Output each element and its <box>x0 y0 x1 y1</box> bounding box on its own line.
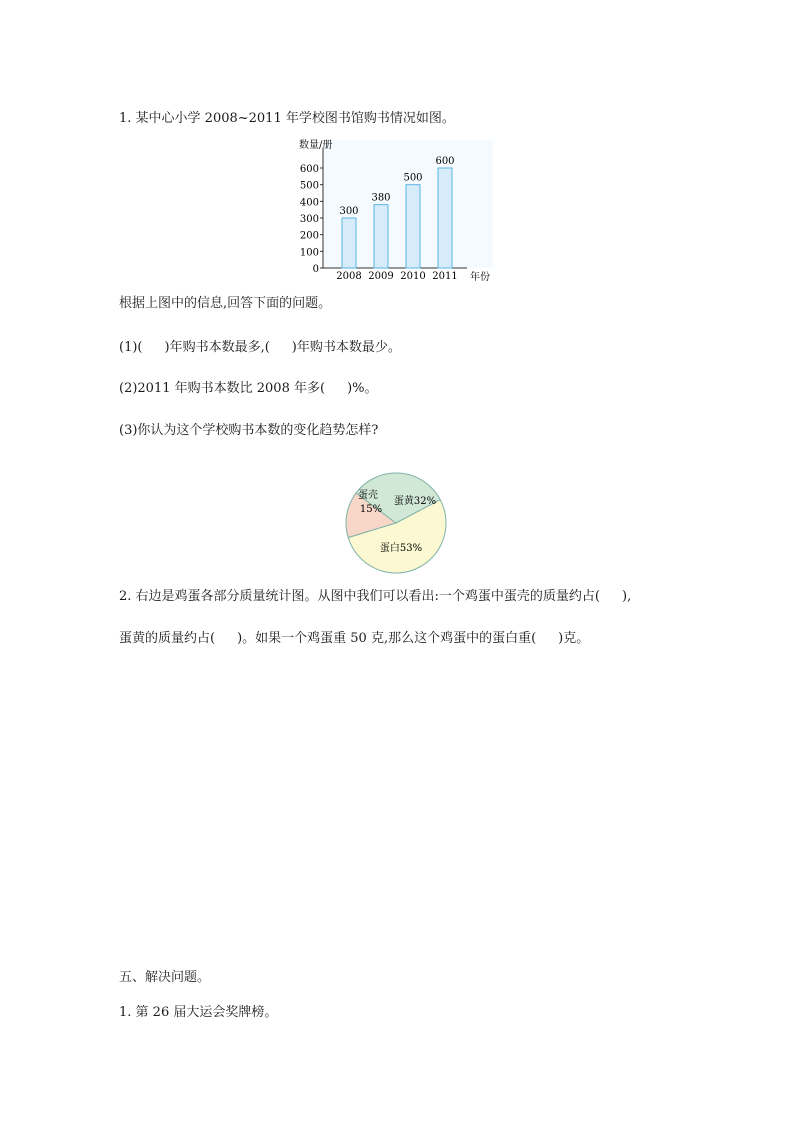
q2-line2-part-c: )克。 <box>558 631 590 646</box>
q1-prompt: 根据上图中的信息,回答下面的问题。 <box>119 296 332 311</box>
q1-sub2 <box>119 381 378 397</box>
pie-label-white: 蛋白53% <box>379 543 423 554</box>
pie-chart-svg <box>342 471 450 577</box>
x-axis-label: 年份 <box>470 272 490 283</box>
bar-value-label: 500 <box>403 172 423 184</box>
bar-value-label: 380 <box>371 192 391 204</box>
q1-title: 1. 某中心小学 2008~2011 年学校图书馆购书情况如图。 <box>119 111 455 126</box>
bar <box>406 185 420 268</box>
x-tick-label: 2008 <box>336 271 362 282</box>
y-tick-label: 200 <box>299 230 319 242</box>
section-heading: 五、解决问题。 <box>119 970 211 985</box>
bar <box>342 218 356 268</box>
y-tick-label: 600 <box>299 164 319 175</box>
q1-sub3: (3)你认为这个学校购书本数的变化趋势怎样? <box>119 423 379 438</box>
pie-slices <box>346 473 446 573</box>
q2-line2-part-b: )。如果一个鸡蛋重 50 克,那么这个鸡蛋中的蛋白重( <box>237 631 537 646</box>
q2-line2-part-a: 蛋黄的质量约占( <box>119 631 216 646</box>
bar <box>374 205 388 268</box>
x-tick-label: 2010 <box>400 271 426 282</box>
x-tick-label: 2009 <box>368 271 394 282</box>
pie-label-yolk: 蛋黄32% <box>393 496 437 507</box>
y-tick-label: 100 <box>299 247 319 259</box>
bar-value-label: 600 <box>435 156 455 167</box>
pie-chart <box>342 471 450 577</box>
bar <box>438 168 452 268</box>
pie-label-shell-name: 蛋壳 <box>358 490 378 501</box>
bar-chart-svg <box>295 138 505 288</box>
x-tick-label: 2011 <box>432 271 458 282</box>
y-tick-label: 0 <box>312 264 319 275</box>
q2-line2 <box>119 631 589 647</box>
q2-line1-part-b: ), <box>622 589 632 604</box>
q2-line1 <box>119 589 631 605</box>
y-tick-label: 400 <box>299 197 319 209</box>
y-tick-label: 300 <box>299 214 319 225</box>
q1-sub1-part-c: )年购书本数最少。 <box>291 340 401 355</box>
q1-sub2-part-a: (2)2011 年购书本数比 2008 年多( <box>119 381 326 396</box>
y-ticks <box>300 164 323 275</box>
q1-sub1-part-b: )年购书本数最多,( <box>164 340 270 355</box>
q2-line1-part-a: 2. 右边是鸡蛋各部分质量统计图。从图中我们可以看出:一个鸡蛋中蛋壳的质量约占( <box>119 589 600 604</box>
q1-sub1 <box>119 340 401 356</box>
bar-chart <box>295 138 505 288</box>
y-axis-label: 数量/册 <box>299 140 333 151</box>
bar-value-label: 300 <box>339 206 359 217</box>
pie-label-shell-percent: 15% <box>359 504 383 515</box>
section5-q1: 1. 第 26 届大运会奖牌榜。 <box>119 1005 278 1020</box>
q1-sub2-part-b: )%。 <box>347 381 378 396</box>
q1-sub1-part-a: (1)( <box>119 340 143 355</box>
y-tick-label: 500 <box>299 180 319 192</box>
